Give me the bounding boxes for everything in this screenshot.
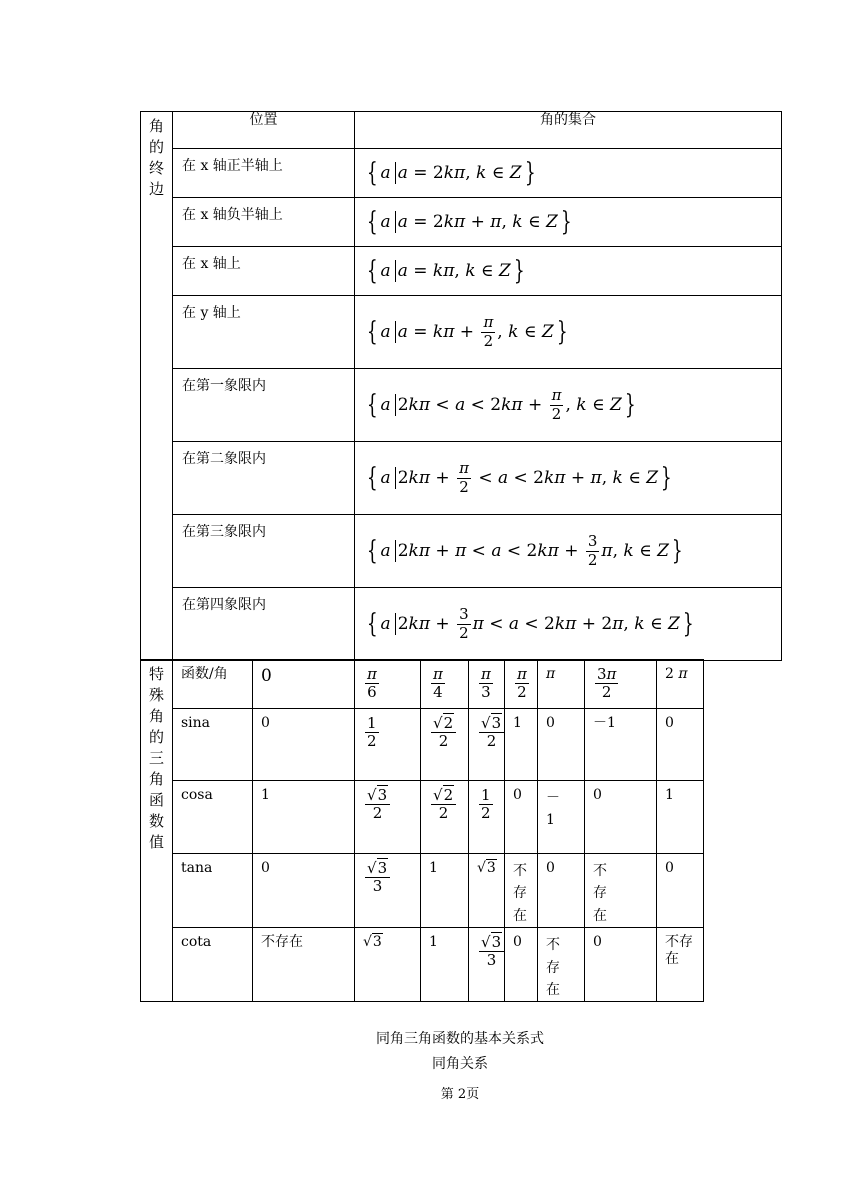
angle-header: $\frac{\pi}{2}$ bbox=[505, 660, 538, 709]
position-cell: 在第一象限内 bbox=[173, 369, 355, 442]
value-cell: 1 bbox=[657, 781, 704, 854]
value-cell: $\frac{√3}{3}$ bbox=[469, 928, 505, 1002]
value-cell: √3 bbox=[355, 928, 421, 1002]
value-cell: 不存在 bbox=[657, 928, 704, 1002]
angle-set-cell: { a a = kπ, k ∈ Z } bbox=[355, 247, 782, 296]
value-cell: 0 bbox=[538, 709, 585, 781]
angle-header: π bbox=[538, 660, 585, 709]
position-cell: 在 x 轴负半轴上 bbox=[173, 198, 355, 247]
value-cell: $\frac{√3}{3}$ bbox=[355, 854, 421, 928]
position-cell: 在 x 轴上 bbox=[173, 247, 355, 296]
angle-set-cell: { a 2kπ + π < a < 2kπ + $\frac{3}{2}$ π, k ∈ Z } bbox=[355, 515, 782, 588]
value-cell: √3 bbox=[469, 854, 505, 928]
value-cell: 0 bbox=[253, 709, 355, 781]
value-cell: 0 bbox=[505, 781, 538, 854]
angle-set-cell: { a a = kπ + $\frac{\pi}{2}$ , k ∈ Z } bbox=[355, 296, 782, 369]
angle-header: 0 bbox=[253, 660, 355, 709]
value-cell: 0 bbox=[657, 709, 704, 781]
position-cell: 在 x 轴正半轴上 bbox=[173, 149, 355, 198]
section-subtitle: 同角关系 bbox=[432, 1056, 488, 1072]
function-name: sina bbox=[173, 709, 253, 781]
angle-header: $\frac{\pi}{6}$ bbox=[355, 660, 421, 709]
value-cell: 0 bbox=[585, 781, 657, 854]
value-cell: 不存在 bbox=[538, 928, 585, 1002]
special-angle-label: 特殊角的三角函数值 bbox=[147, 666, 165, 855]
value-cell: 不存在 bbox=[505, 854, 538, 928]
angle-set-cell: { a a = 2kπ, k ∈ Z } bbox=[355, 149, 782, 198]
value-cell: $\frac{√3}{2}$ bbox=[469, 709, 505, 781]
function-angle-header: 函数/角 bbox=[173, 660, 253, 709]
special-angle-label-cell bbox=[141, 660, 173, 1002]
terminal-side-label: 角的终边 bbox=[147, 118, 165, 202]
angle-set-cell: { a 2kπ + $\frac{\pi}{2}$ < a < 2kπ + π, k ∈ Z } bbox=[355, 442, 782, 515]
angle-header: $\frac{3\pi}{2}$ bbox=[585, 660, 657, 709]
value-cell: 0 bbox=[657, 854, 704, 928]
value-cell: 1 bbox=[421, 854, 469, 928]
value-cell: $\frac{1}{2}$ bbox=[469, 781, 505, 854]
terminal-side-table bbox=[140, 111, 782, 661]
angle-header: $\frac{\pi}{3}$ bbox=[469, 660, 505, 709]
angle-header: 2 π bbox=[657, 660, 704, 709]
section-title: 同角三角函数的基本关系式 bbox=[376, 1031, 544, 1047]
value-cell: 不存在 bbox=[253, 928, 355, 1002]
value-cell: 0 bbox=[253, 854, 355, 928]
angle-set-cell: { a a = 2kπ + π, k ∈ Z } bbox=[355, 198, 782, 247]
position-header: 位置 bbox=[173, 112, 355, 149]
position-cell: 在 y 轴上 bbox=[173, 296, 355, 369]
value-cell: －1 bbox=[585, 709, 657, 781]
angle-set-cell: { a 2kπ < a < 2kπ + $\frac{\pi}{2}$ , k ∈ Z } bbox=[355, 369, 782, 442]
special-angle-values-table bbox=[140, 659, 704, 1002]
value-cell: 1 bbox=[505, 709, 538, 781]
function-name: tana bbox=[173, 854, 253, 928]
value-cell: $\frac{√3}{2}$ bbox=[355, 781, 421, 854]
value-cell: 0 bbox=[585, 928, 657, 1002]
value-cell: 1 bbox=[253, 781, 355, 854]
position-cell: 在第二象限内 bbox=[173, 442, 355, 515]
page-number: 第 2页 bbox=[440, 1087, 480, 1102]
value-cell: $\frac{1}{2}$ bbox=[355, 709, 421, 781]
angle-set-cell: { a 2kπ + $\frac{3}{2}$ π < a < 2kπ + 2π, k ∈ Z } bbox=[355, 588, 782, 661]
angle-header: $\frac{\pi}{4}$ bbox=[421, 660, 469, 709]
value-cell: 1 bbox=[421, 928, 469, 1002]
terminal-side-label-cell bbox=[141, 112, 173, 661]
value-cell: $\frac{√2}{2}$ bbox=[421, 781, 469, 854]
angle-set-header: 角的集合 bbox=[355, 112, 782, 149]
position-cell: 在第四象限内 bbox=[173, 588, 355, 661]
position-cell: 在第三象限内 bbox=[173, 515, 355, 588]
function-name: cosa bbox=[173, 781, 253, 854]
value-cell: －1 bbox=[538, 781, 585, 854]
value-cell: $\frac{√2}{2}$ bbox=[421, 709, 469, 781]
function-name: cota bbox=[173, 928, 253, 1002]
value-cell: 0 bbox=[538, 854, 585, 928]
value-cell: 0 bbox=[505, 928, 538, 1002]
value-cell: 不存在 bbox=[585, 854, 657, 928]
